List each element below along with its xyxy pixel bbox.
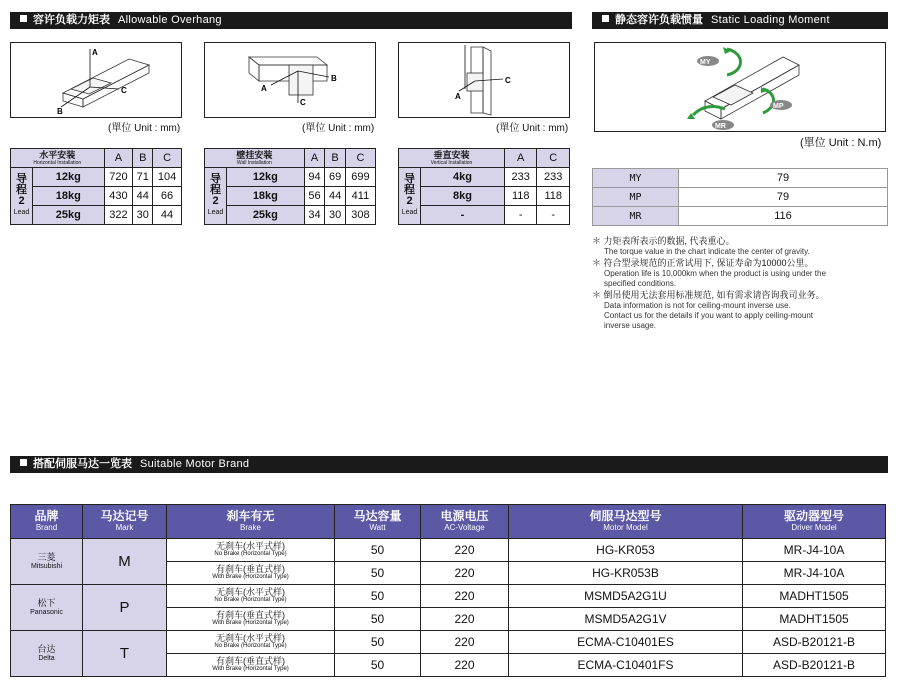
- brand-cell: 台达 Delta: [11, 631, 83, 677]
- horizontal-head: 水平安装 Horizontal Installation: [11, 149, 105, 168]
- vertical-rail-illustration: [399, 43, 569, 117]
- static-moment-table: [592, 168, 888, 226]
- arrow-label-mr: MR: [715, 123, 726, 130]
- square-bullet-icon: [20, 15, 27, 22]
- mark-cell: T: [83, 631, 167, 677]
- overhang-unit-2: (單位 Unit : mm): [302, 123, 375, 134]
- table-row: 台达 Delta T 无刹车(水平式样) No Brake (Horizontal Type) 50 220 ECMA-C10401ES ASD-B20121-B: [11, 631, 886, 654]
- wall-overhang-table: [204, 148, 376, 225]
- header-voltage: 电源电压 AC-Voltage: [421, 505, 509, 539]
- vertical-overhang-table: [398, 148, 570, 225]
- col-b-header: B: [325, 149, 346, 168]
- axis-label-b: B: [331, 74, 337, 83]
- overhang-unit-3: (單位 Unit : mm): [496, 123, 569, 134]
- brake-cell: 有刹车(垂直式样) With Brake (Horizontal Type): [167, 654, 335, 677]
- table-row: 导程 2 Lead 12kg 94 69 699: [205, 168, 376, 187]
- table-row: 有刹车(垂直式样) With Brake (Horizontal Type) 50 220 ECMA-C10401FS ASD-B20121-B: [11, 654, 886, 677]
- motor-section-header: 搭配伺服马达一览表 Suitable Motor Brand: [10, 456, 888, 473]
- header-mark: 马达记号 Mark: [83, 505, 167, 539]
- horizontal-diagram: [10, 42, 182, 118]
- static-section-header: 静态容许负载惯量 Static Loading Moment: [592, 12, 888, 29]
- lead-cell: 导程 2 Lead: [11, 168, 33, 225]
- arrow-label-my: MY: [700, 59, 711, 66]
- mark-cell: P: [83, 585, 167, 631]
- table-row: 8kg 118 118: [399, 187, 570, 206]
- axis-label-c: C: [505, 76, 511, 85]
- table-row: 三菱 Mitsubishi M 无刹车(水平式样) No Brake (Horizontal Type) 50 220 HG-KR053 MR-J4-10A: [11, 539, 886, 562]
- table-row: 25kg 322 30 44: [11, 206, 182, 225]
- col-c-header: C: [153, 149, 182, 168]
- vertical-diagram: [398, 42, 570, 118]
- header-driver-model: 驱动器型号 Driver Model: [743, 505, 886, 539]
- brake-cell: 无刹车(水平式样) No Brake (Horizontal Type): [167, 539, 335, 562]
- table-row: 导程 2 Lead 4kg 233 233: [399, 168, 570, 187]
- note-2: ＊ 符合型录规范的正常试用下, 保证寿命为10000公里。 Operation life is 10,000km when the product is using under the specified conditions.: [592, 258, 826, 288]
- brake-cell: 无刹车(水平式样) No Brake (Horizontal Type): [167, 585, 335, 608]
- col-a-header: A: [104, 149, 133, 168]
- table-row: 25kg 34 30 308: [205, 206, 376, 225]
- table-row: 18kg 56 44 411: [205, 187, 376, 206]
- horizontal-overhang-table: [10, 148, 182, 225]
- col-a-header: A: [304, 149, 325, 168]
- table-row: 导程 2 Lead 12kg 720 71 104: [11, 168, 182, 187]
- brand-cell: 松下 Panasonic: [11, 585, 83, 631]
- table-row: 有刹车(垂直式样) With Brake (Horizontal Type) 50 220 HG-KR053B MR-J4-10A: [11, 562, 886, 585]
- table-row: 有刹车(垂直式样) With Brake (Horizontal Type) 50 220 MSMD5A2G1V MADHT1505: [11, 608, 886, 631]
- motor-brand-table: [10, 504, 886, 677]
- table-row: 松下 Panasonic P 无刹车(水平式样) No Brake (Horizontal Type) 50 220 MSMD5A2G1U MADHT1505: [11, 585, 886, 608]
- header-motor-model: 伺服马达型号 Motor Model: [509, 505, 743, 539]
- wall-diagram: [204, 42, 376, 118]
- horizontal-rail-illustration: [11, 43, 181, 117]
- static-unit: (單位 Unit : N.m): [800, 137, 882, 149]
- brake-cell: 有刹车(垂直式样) With Brake (Horizontal Type): [167, 608, 335, 631]
- mark-cell: M: [83, 539, 167, 585]
- overhang-section-header: 容许负载力矩表 Allowable Overhang: [10, 12, 572, 29]
- table-row: - - -: [399, 206, 570, 225]
- arrow-label-mp: MP: [773, 103, 784, 110]
- header-brake: 刹车有无 Brake: [167, 505, 335, 539]
- axis-label-c: C: [121, 86, 127, 95]
- header-brand: 品牌 Brand: [11, 505, 83, 539]
- table-row: 18kg 430 44 66: [11, 187, 182, 206]
- wall-head: 壁挂安装 Wall Installation: [205, 149, 305, 168]
- col-c-header: C: [345, 149, 375, 168]
- axis-label-c: C: [300, 98, 306, 107]
- axis-label-a: A: [261, 84, 267, 93]
- table-row: MR 116: [593, 207, 888, 226]
- notes-block: [592, 236, 888, 332]
- note-1: ＊ 力矩表所表示的数据, 代表重心。 The torque value in the chart indicate the center of gravity.: [592, 236, 810, 256]
- square-bullet-icon: [602, 15, 609, 22]
- wall-rail-illustration: [205, 43, 375, 117]
- axis-label-a: A: [92, 48, 98, 57]
- axis-label-b: B: [57, 107, 63, 116]
- lead-cell: 导程 2 Lead: [399, 168, 421, 225]
- static-loading-diagram: [594, 42, 886, 132]
- header-watt: 马达容量 Watt: [335, 505, 421, 539]
- brake-cell: 有刹车(垂直式样) With Brake (Horizontal Type): [167, 562, 335, 585]
- note-3: ＊ 倒吊使用无法套用标准规范, 如有需求请咨询我司业务。 Data information is not for ceiling-mount inverse use. Contact us for the details if you want to apply ceiling-mount inverse usage.: [592, 290, 825, 330]
- overhang-unit-1: (單位 Unit : mm): [108, 123, 181, 134]
- lead-cell: 导程 2 Lead: [205, 168, 227, 225]
- brand-cell: 三菱 Mitsubishi: [11, 539, 83, 585]
- static-moment-illustration: [595, 43, 885, 131]
- axis-label-a: A: [455, 92, 461, 101]
- col-c-header: C: [537, 149, 570, 168]
- brake-cell: 无刹车(水平式样) No Brake (Horizontal Type): [167, 631, 335, 654]
- square-bullet-icon: [20, 459, 27, 466]
- vertical-head: 垂直安装 Vertical Installation: [399, 149, 505, 168]
- col-a-header: A: [504, 149, 537, 168]
- table-row: MP 79: [593, 188, 888, 207]
- table-row: MY 79: [593, 169, 888, 188]
- col-b-header: B: [133, 149, 153, 168]
